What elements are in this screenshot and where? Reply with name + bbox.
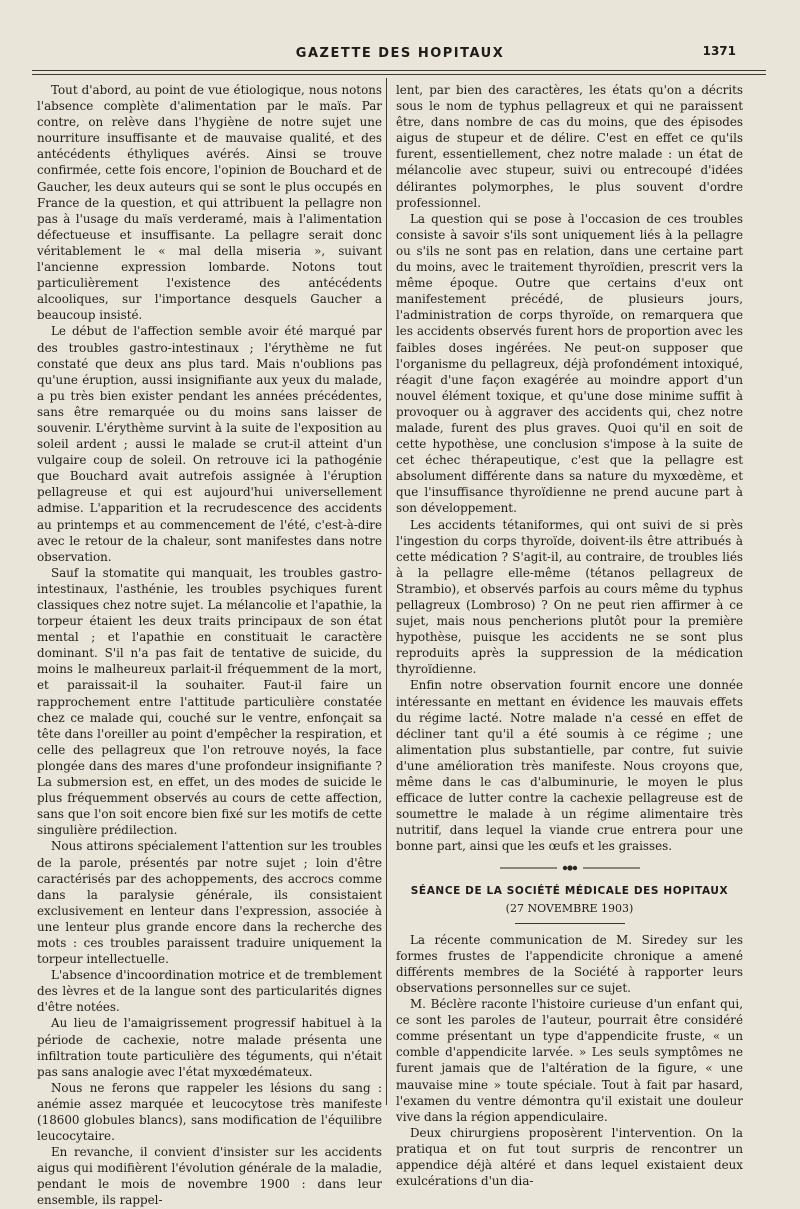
section-ornament — [495, 863, 645, 873]
page-number: 1371 — [702, 44, 736, 58]
paragraph: Enfin notre observation fournit encore une donnée intéressante en mettant en évidence les mauvais effets du régime lacté. Notre malade n'a cessé en effet de décliner tant qu'il a été soumis à ce régime ; une alimentation plus substantielle, par contre, fut suivie d'une amélioration très manifeste. Nous croyons que, même dans le cas d'albuminurie, le moyen le plus efficace de lutter contre la cachexie pellagreuse est de soumettre le malade à un régime alimentaire très nutritif, dans lequel la viande crue entrera pour une bonne part, ainsi que les œufs et les graisses. — [396, 678, 743, 854]
section-date: (27 NOVEMBRE 1903) — [505, 901, 634, 915]
paragraph: Tout d'abord, au point de vue étiologique, nous notons l'absence complète d'alimentation par le maïs. Par contre, on relève dans l'hygiène de notre sujet une nourriture insuffisante et de mauvaise qualité, et des antécédents éthyliques avérés. Ainsi se trouve confirmée, cette fois encore, l'opinion de Bouchard et de Gaucher, les deux auteurs qui se sont le plus occupés en France de la question, et qui attribuent la pellagre non pas à l'usage du maïs verderamé, mais à l'alimentation défectueuse et insuffisante. La pellagre serait donc véritablement le « mal della miseria », suivant l'ancienne expression lombarde. Notons tout particulièrement l'existence des antécédents alcooliques, sur l'importance desquels Gaucher a beaucoup insisté. — [37, 83, 382, 323]
paragraph: La question qui se pose à l'occasion de ces troubles consiste à savoir s'ils sont uniquement liés à la pellagre ou s'ils ne sont pas en relation, dans une certaine part du moins, avec le traitement thyroïdien, prescrit vers la même époque. Outre que certains d'eux ont manifestement précédé, de plusieurs jours, l'administration de corps thyroïde, on remarquera que les accidents observés furent hors de proportion avec les faibles doses ingérées. Ne peut-on supposer que l'organisme du pellagreux, déjà profondément intoxiqué, réagit d'une façon exagérée au moindre apport d'un nouvel élément toxique, et qu'une dose minime suffit à provoquer ou à aggraver des accidents qui, chez notre malade, furent des plus graves. Quoi qu'il en soit de cette hypothèse, une conclusion s'impose à la suite de cet échec thérapeutique, c'est que la pellagre est absolument différente dans sa nature du myxœdème, et que l'insuffisance thyroïdienne ne prend aucune part à son développement. — [396, 211, 743, 516]
page-header — [30, 38, 770, 68]
paragraph: lent, par bien des caractères, les états qu'on a décrits sous le nom de typhus pellagreux et qui ne paraissent être, dans nombre de cas du moins, que des épisodes aigus de stupeur et de délire. C'est en effet ce qu'ils furent, essentiellement, chez notre malade : un état de mélancolie avec stupeur, suivi ou entrecoupé d'idées délirantes polymorphes, le plus souvent d'ordre professionnel. — [396, 83, 743, 210]
section-title: SÉANCE DE LA SOCIÉTÉ MÉDICALE DES HOPITAUX — [410, 884, 729, 897]
section-rule — [515, 923, 625, 924]
paragraph: Sauf la stomatite qui manquait, les troubles gastro-intestinaux, l'asthénie, les troubles psychiques furent classiques chez notre sujet. La mélancolie et l'apathie, la torpeur étaient les deux traits principaux de son état mental ; et l'apathie en constituait le caractère dominant. S'il n'a pas fait de tentative de suicide, du moins le malheureux parlait-il fréquemment de la mort, et paraissait-il la souhaiter. Faut-il faire un rapprochement entre l'attitude particulière constatée chez ce malade qui, couché sur le ventre, enfonçait sa tête dans l'oreiller au point d'empêcher la respiration, et celle des pellagreux que l'on retrouve noyés, la face plongée dans des mares d'une profondeur insignifiante ? La submersion est, en effet, un des modes de suicide le plus fréquemment observés au cours de cette affection, sans que l'on soit encore bien fixé sur les motifs de cette singulière prédilection. — [37, 565, 382, 838]
right-column — [396, 82, 743, 1189]
paragraph: Nous attirons spécialement l'attention sur les troubles de la parole, présentés par notre sujet ; loin d'être caractérisés par des achoppements, des accrocs comme dans la paralysie générale, ils consistaient exclusivement en lenteur dans l'expression, associée à une lenteur plus grande encore dans la recherche des mots : ces troubles paraissent traduire uniquement la torpeur intellectuelle. — [37, 839, 382, 967]
journal-title: GAZETTE DES HOPITAUX — [295, 46, 505, 61]
paragraph: M. Béclère raconte l'histoire curieuse d'un enfant qui, ce sont les paroles de l'auteur, pourrait être considéré comme présentant un type d'appendicite fruste, « un comble d'appendicite larvée. » Les seuls symptômes ne furent jamais que de l'altération de la figure, « une mauvaise mine » toute spéciale. Tout à fait par hasard, l'examen du ventre démontra qu'il existait une douleur vive dans la région appendiculaire. — [396, 997, 743, 1124]
paragraph: En revanche, il convient d'insister sur les accidents aigus qui modifièrent l'évolution générale de la maladie, pendant le mois de novembre 1900 : dans leur ensemble, ils rappel- — [37, 1145, 382, 1208]
paragraph: Le début de l'affection semble avoir été marqué par des troubles gastro-intestinaux ; l'érythème ne fut constaté que deux ans plus tard. Mais n'oublions pas qu'une éruption, aussi insignifiante aux yeux du malade, a pu très bien exister pendant les années précédentes, sans être remarquée ou du moins sans laisser de souvenir. L'érythème survint à la suite de l'exposition au soleil ardent ; aussi le malade se crut-il atteint d'un vulgaire coup de soleil. On retrouve ici la pathogénie que Bouchard avait autrefois assignée à l'éruption pellagreuse et qui est aujourd'hui universellement admise. L'apparition et la recrudescence des accidents au printemps et au commencement de l'été, c'est-à-dire avec le retour de la chaleur, sont manifestes dans notre observation. — [37, 324, 382, 564]
header-rule — [32, 70, 766, 71]
paragraph: La récente communication de M. Siredey sur les formes frustes de l'appendicite chronique a amené différents membres de la Société à rapporter leurs observations personnelles sur ce sujet. — [396, 932, 743, 995]
paragraph: Au lieu de l'amaigrissement progressif habituel à la période de cachexie, notre malade présenta une infiltration toute particulière des téguments, qui n'était pas sans analogie avec l'état myxœdémateux. — [37, 1016, 382, 1079]
paragraph: L'absence d'incoordination motrice et de tremblement des lèvres et de la langue sont des particularités dignes d'être notées. — [37, 968, 382, 1015]
paragraph: Deux chirurgiens proposèrent l'intervention. On la pratiqua et on fut tout surpris de rencontrer un appendice déjà altéré et dans lequel existaient deux exulcérations d'un dia- — [396, 1125, 743, 1189]
paragraph: Les accidents tétaniformes, qui ont suivi de si près l'ingestion du corps thyroïde, doivent-ils être attribués à cette médication ? S'agit-il, au contraire, de troubles liés à la pellagre elle-même (tétanos pellagreux de Strambio), et observés parfois au cours même du typhus pellagreux (Lombroso) ? On ne peut rien affirmer à ce sujet, mais nous pencherions plutôt pour la première hypothèse, puisque les accidents ne se sont plus reproduits après la suppression de la médication thyroïdienne. — [396, 517, 743, 677]
column-divider — [386, 78, 387, 1105]
header-rule-thin — [32, 74, 766, 75]
paragraph: Nous ne ferons que rappeler les lésions du sang : anémie assez marquée et leucocytose très manifeste (18600 globules blancs), sans modification de l'équilibre leucocytaire. — [37, 1080, 382, 1144]
left-column — [37, 82, 382, 1209]
